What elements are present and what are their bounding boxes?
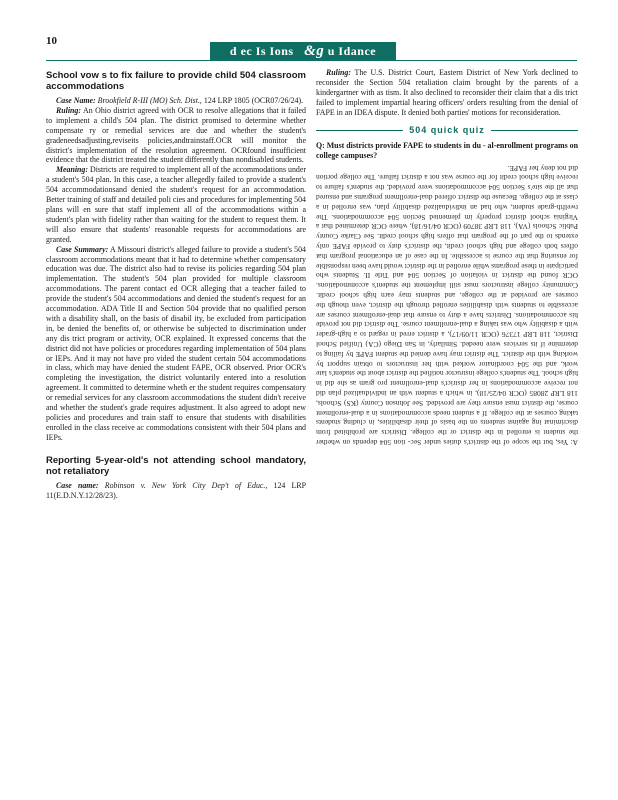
article-headline: School vow s to fix failure to provide child 504 classroom accommodations bbox=[46, 70, 306, 92]
case-name-paragraph bbox=[46, 96, 306, 106]
quiz-rule-left bbox=[316, 130, 403, 131]
top-rule bbox=[46, 60, 577, 61]
case-name: Brookfield R-III (MO) Sch. Dist. bbox=[97, 96, 200, 105]
banner-amp-text: &g bbox=[304, 42, 325, 59]
case-citation: , 124 LRP 1805 (OCR07/26/24). bbox=[199, 96, 304, 105]
quiz-answer: A: Yes, but the scope of the district's duties under Sec- tion 504 depends on whether the student is enrolled in the district or the college. Districts are prohibited from discriminat ing against students on the basis of their disabilities, in cluding students taking courses at the college. If a student needs accommodations in a dual-enrollment course, the district must ensure they are provided. See Johnson County (KS) Schools, 118 LRP 28085 (OCR 04/25/18), in which a student with an individualized plan did not receive accommodations in her district's dual-enrollment pro gram as she did in high school. The student's college instructor notified the district about the student's late work, and the 504 coordinator worked with her instructors to obtain support by working with the district. The district may have denied the student FAPE by failing to determine if its services were needed. Similarly, in San Diego (CA) Unified School District, 118 LRP 17376 (OCR 11/09/17), a district erred in regard to a high-grader with a disability who was taking a dual-enrollment course. The district did not provide his accommodations. Districts have a duty to ensure that dual-enrollment courses are accessible to students with disabilities enrolled through the district, even though the courses are provided at the college, and students may earn high school credit. Community college instructors must still implement the student's accommodations. OCR found the district in violation of Section 504 and Title II. Students who participate in these programs while enrolled in the district would have been responsible for ensuring that the course is accessible. In the case of an educational program that offers both college and high school credit, the district's duty to provide FAPE only extends to the part of the program that offers high school credit. See Clarke County Public Schools (VA), 118 LRP 38709 (OCR 04/16/18), where OCR determined that a Virginia school district properly im plemented Section 504 accommodations. The twelfth-grade student, who had an individualized disability plan, was enrolled in a class at the college. Because the district offered dual-enrollment programs and ensured that all the site's Section 504 accommodations were provided, the student's failure to receive high school credit for the course was not a district failure. The college portion did not deny her FAPE. bbox=[315, 164, 578, 448]
ruling-text: An Ohio district agreed with OCR to resolve allegations that it failed to implement a child's 504 plan. The district promised to determine whether compensate ry or remedial services are due and whether the student's gradeneedsadjusting,reviseits policies,andtrainstaff.OCR will monitor the district's implementation of the resolution agreement. OCRfound insufficient evidence that the district treated the student differently than nondisabled students. bbox=[46, 105, 306, 165]
left-column bbox=[46, 68, 306, 501]
ruling-text-right: The U.S. District Court, Eastern District of New York declined to reconsider the Section 504 retaliation claim brought by the parents of a kindergartner with as tism. It also declined to reconsider their claim that a dis trict failed to implement impartial hearing officers' orders resulting from the denial of FAPE in an IDEA dispute. It denied both parties' motions for reconsideration. bbox=[316, 68, 578, 117]
banner-right-text: u Idance bbox=[327, 43, 377, 58]
inverted-answer-block bbox=[316, 163, 578, 447]
case-citation-2: , 124 LRP 11(E.D.N.Y.12/28/23). bbox=[46, 480, 307, 500]
case-summary-label: Case Summary: bbox=[56, 244, 109, 254]
article-headline-2: Reporting 5-year-old's not attending school mandatory, not retaliatory bbox=[46, 454, 306, 477]
case-name-label: Case Name: bbox=[56, 96, 96, 105]
section-banner bbox=[210, 42, 396, 60]
meaning-paragraph bbox=[46, 165, 306, 244]
case-name-label-2: Case name: bbox=[56, 480, 99, 490]
quiz-banner bbox=[316, 126, 578, 136]
ruling-label: Ruling: bbox=[56, 105, 81, 115]
case-name-2: Robinson v. New York City Dep't of Educ. bbox=[104, 480, 266, 490]
right-column bbox=[316, 68, 578, 447]
case-name-paragraph-2 bbox=[46, 481, 306, 501]
ruling-label-right: Ruling: bbox=[326, 68, 351, 77]
meaning-text: Districts are required to implement all of the accommodations under a student's 504 plan. In this case, a teacher allegedly failed to provide a student's 504 accommodationsand denied the student's request for an accommodation. Better training of staff and detailed poli cies and procedures for implementing 504 plans will en sure that staff implement all of the accommodations within a student's plan with fidelity rather than waiting for the student to request them. It will also ensure that students' reasonable requests for accommodations are granted. bbox=[46, 165, 306, 244]
case-summary-paragraph bbox=[46, 245, 306, 443]
quiz-question: Q: Must districts provide FAPE to students in du - al-enrollment programs on college campuses? bbox=[316, 141, 579, 161]
ruling-paragraph bbox=[46, 106, 306, 165]
quiz-rule-right bbox=[491, 130, 578, 131]
banner-left-text: d ec Is Ions bbox=[229, 43, 294, 58]
meaning-label: Meaning: bbox=[56, 165, 89, 175]
ruling-paragraph-right bbox=[316, 68, 578, 118]
quiz-title: 504 quick quiz bbox=[409, 124, 485, 135]
page-number: 10 bbox=[46, 35, 57, 47]
case-summary-text: A Missouri district's alleged failure to provide a student's 504 classroom accommodations meant that it had to determine whether compensatory education was due. The district also had to revise its policies regarding 504 plan implementation. The student's 504 plan provided for multiple classroom accommodations. The parent contact ed OCR alleging that a teacher failed to provide the student's 504 accommodations and denied the student's request for an accommodation. ADA Title II and Section 504 provide that no qualified person with a disability shall, on the basis of disabil ity, be excluded from participation in, be denied the benefits of, or otherwise be subjected to discrimination under any dis trict program or activity, OCR explained. It expressed concerns that the district did not have policies or procedures regarding implementation of 504 plans or IEPs. And it may not have pro vided the student certain 504 accommodations in class, which may have denied the student FAPE, OCR observed. Prior OCR's completing the investigation, the district voluntarily entered into a resolution agreement. It committed to determine wheth er the student requires compensatory or remedial services for any classroom accommodations the student didn't receive and whether the student's grade requires adjustment. It also agreed to adopt new policies and procedures and train staff to ensure that students with disabilities enrolled in the class receive ac commodations consistent with their 504 plans and IEPs. bbox=[46, 244, 306, 442]
